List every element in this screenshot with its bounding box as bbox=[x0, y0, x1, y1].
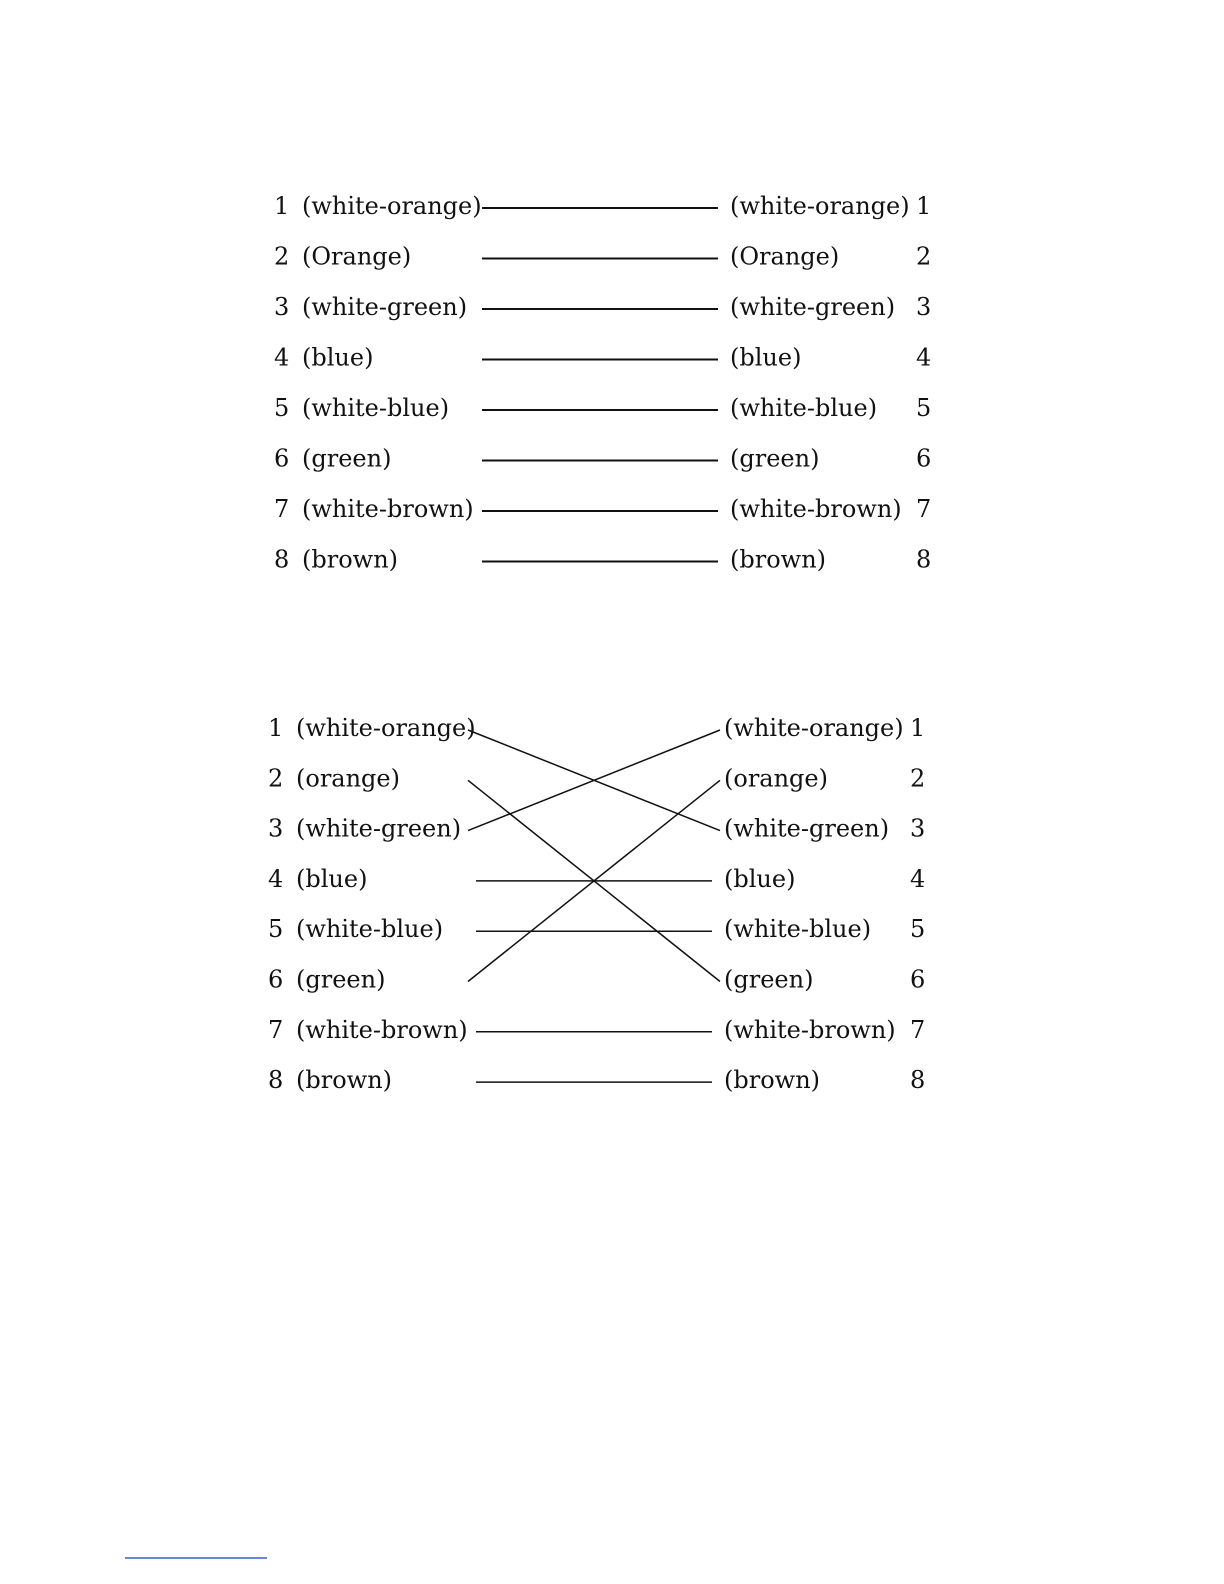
left-pin-number: 4 bbox=[274, 343, 290, 372]
left-wire-label: (orange) bbox=[296, 764, 400, 793]
left-wire-label: (white-green) bbox=[296, 814, 462, 843]
left-wire-label: (white-orange) bbox=[302, 192, 482, 220]
left-pin-number: 5 bbox=[274, 394, 290, 422]
right-pin-number: 1 bbox=[916, 192, 932, 220]
left-pin-number: 2 bbox=[268, 764, 284, 793]
left-pin-number: 1 bbox=[268, 714, 284, 742]
left-pin-number: 6 bbox=[268, 965, 284, 994]
left-wire-label: (blue) bbox=[302, 343, 374, 372]
left-wire-label: (blue) bbox=[296, 864, 368, 893]
right-wire-label: (white-green) bbox=[724, 814, 890, 843]
left-wire-label: (green) bbox=[296, 965, 386, 994]
right-wire-label: (white-brown) bbox=[724, 1015, 896, 1044]
left-wire-label: (white-blue) bbox=[296, 915, 444, 944]
left-pin-number: 8 bbox=[268, 1066, 284, 1095]
left-wire-label: (brown) bbox=[296, 1066, 393, 1095]
right-pin-number: 5 bbox=[910, 915, 926, 944]
left-wire-label: (white-brown) bbox=[302, 495, 474, 523]
left-pin-number: 5 bbox=[268, 915, 284, 944]
right-pin-number: 7 bbox=[916, 495, 932, 523]
right-pin-number: 3 bbox=[916, 293, 932, 321]
left-wire-label: (white-green) bbox=[302, 293, 468, 321]
right-wire-label: (brown) bbox=[724, 1066, 821, 1095]
left-wire-label: (white-brown) bbox=[296, 1015, 468, 1044]
right-wire-label: (white-blue) bbox=[730, 394, 878, 422]
right-pin-number: 2 bbox=[910, 764, 926, 793]
right-wire-label: (blue) bbox=[730, 343, 802, 372]
right-wire-label: (green) bbox=[724, 965, 814, 994]
right-wire-label: (white-orange) bbox=[724, 714, 904, 742]
right-wire-label: (Orange) bbox=[730, 242, 840, 271]
right-wire-label: (white-blue) bbox=[724, 915, 872, 944]
right-wire-label: (white-brown) bbox=[730, 495, 902, 523]
left-wire-label: (brown) bbox=[302, 545, 399, 574]
right-wire-label: (blue) bbox=[724, 864, 796, 893]
right-wire-label: (white-green) bbox=[730, 293, 896, 321]
crossover-wiring-diagram bbox=[268, 714, 925, 1094]
right-pin-number: 1 bbox=[910, 714, 926, 742]
right-pin-number: 4 bbox=[916, 343, 932, 372]
right-pin-number: 8 bbox=[916, 545, 932, 574]
left-pin-number: 7 bbox=[274, 495, 290, 523]
left-pin-number: 1 bbox=[274, 192, 290, 220]
left-wire-label: (green) bbox=[302, 444, 392, 473]
left-pin-number: 6 bbox=[274, 444, 290, 473]
left-pin-number: 8 bbox=[274, 545, 290, 574]
left-wire-label: (Orange) bbox=[302, 242, 412, 271]
right-wire-label: (green) bbox=[730, 444, 820, 473]
right-pin-number: 8 bbox=[910, 1066, 926, 1095]
right-pin-number: 7 bbox=[910, 1015, 926, 1044]
left-pin-number: 4 bbox=[268, 864, 284, 893]
right-pin-number: 6 bbox=[910, 965, 926, 994]
straight-through-wiring-diagram bbox=[274, 192, 931, 574]
left-pin-number: 3 bbox=[268, 814, 284, 843]
right-pin-number: 5 bbox=[916, 394, 932, 422]
right-pin-number: 6 bbox=[916, 444, 932, 473]
left-pin-number: 3 bbox=[274, 293, 290, 321]
right-wire-label: (brown) bbox=[730, 545, 827, 574]
right-pin-number: 3 bbox=[910, 814, 926, 843]
right-wire-label: (orange) bbox=[724, 764, 828, 793]
right-pin-number: 2 bbox=[916, 242, 932, 271]
left-wire-label: (white-blue) bbox=[302, 394, 450, 422]
left-wire-label: (white-orange) bbox=[296, 714, 476, 742]
right-pin-number: 4 bbox=[910, 864, 926, 893]
left-pin-number: 2 bbox=[274, 242, 290, 271]
right-wire-label: (white-orange) bbox=[730, 192, 910, 220]
left-pin-number: 7 bbox=[268, 1015, 284, 1044]
